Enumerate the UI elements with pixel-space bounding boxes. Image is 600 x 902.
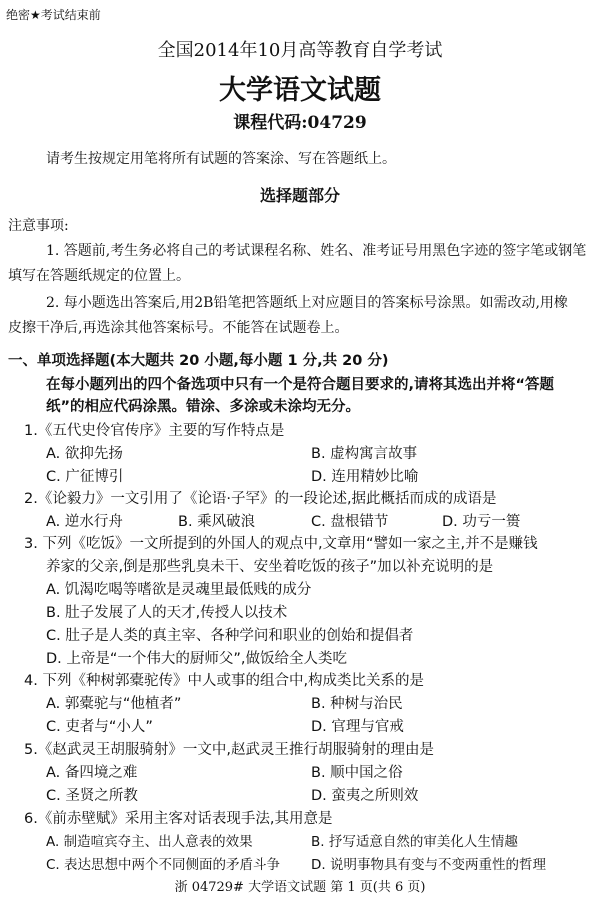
star-icon: ★: [30, 8, 41, 22]
page-footer: 浙 04729# 大学语文试题 第 1 页(共 6 页): [174, 880, 426, 895]
question-6-option-c: C. 表达思想中两个不同侧面的矛盾斗争: [46, 857, 281, 873]
question-3-option-d: D. 上帝是“一个伟大的厨师父”,做饭给全人类吃: [46, 651, 348, 667]
question-5-option-b: B. 顺中国之俗: [311, 765, 403, 781]
notice-item2-line2: 皮擦干净后,再选涂其他答案标号。不能答在试题卷上。: [8, 320, 349, 336]
part1-heading: 一、单项选择题(本大题共 20 小题,每小题 1 分,共 20 分): [8, 353, 389, 369]
section-title: 选择题部分: [259, 186, 340, 205]
question-4-option-a: A. 郭橐驼与“他植者”: [46, 696, 182, 712]
question-4-stem: 4. 下列《种树郭橐驼传》中人或事的组合中,构成类比关系的是: [24, 673, 425, 689]
notice-item1-line1: 1. 答题前,考生务必将自己的考试课程名称、姓名、准考证号用黑色字迹的签字笔或钢笔: [46, 243, 587, 259]
secret-prefix: 绝密: [6, 8, 31, 22]
question-3-option-a: A. 饥渴吃喝等嗜欲是灵魂里最低贱的成分: [46, 582, 312, 598]
question-5-option-c: C. 圣贤之所教: [46, 788, 138, 804]
notice-item2-line1: 2. 每小题选出答案后,用2B铅笔把答题纸上对应题目的答案标号涂黑。如需改动,用橡: [46, 295, 568, 311]
notice-item1-line2: 填写在答题纸规定的位置上。: [8, 268, 190, 284]
question-2-option-d: D. 功亏一篑: [442, 514, 521, 530]
part1-instruction-line1: 在每小题列出的四个备选项中只有一个是符合题目要求的,请将其选出并将“答题: [46, 377, 555, 393]
question-1-stem: 1.《五代史伶官传序》主要的写作特点是: [24, 423, 285, 439]
question-1-option-c: C. 广征博引: [46, 469, 124, 485]
question-5-option-a: A. 备四境之难: [46, 765, 138, 781]
question-1-option-b: B. 虚构寓言故事: [311, 446, 418, 462]
subject-title: 大学语文试题: [219, 75, 381, 106]
question-6-option-d: D. 说明事物具有变与不变两重性的哲理: [311, 857, 546, 873]
question-3-option-c: C. 肚子是人类的真主宰、各种学问和职业的创始和提倡者: [46, 628, 414, 644]
secret-suffix: 考试结束前: [40, 8, 101, 22]
part1-instruction-line2: 纸”的相应代码涂黑。错涂、多涂或未涂均无分。: [46, 399, 361, 415]
confidential-marker: [6, 6, 101, 23]
question-3-stem-line2: 养家的父亲,倒是那些乳臭未干、安坐着吃饭的孩子”加以补充说明的是: [46, 559, 494, 575]
notice-heading: 注意事项:: [8, 218, 69, 234]
question-1-option-d: D. 连用精妙比喻: [311, 469, 419, 485]
intro-note: 请考生按规定用笔将所有试题的答案涂、写在答题纸上。: [46, 151, 396, 167]
course-code: 课程代码:04729: [233, 113, 367, 133]
question-3-stem-line1: 3. 下列《吃饭》一文所提到的外国人的观点中,文章用“譬如一家之主,并不是赚钱: [24, 536, 538, 552]
question-2-option-b: B. 乘风破浪: [178, 514, 256, 530]
question-5-option-d: D. 蛮夷之所则效: [311, 788, 419, 804]
exam-title: 全国2014年10月高等教育自学考试: [157, 40, 443, 61]
question-6-option-a: A. 制造喧宾夺主、出人意表的效果: [46, 834, 253, 850]
question-2-option-c: C. 盘根错节: [311, 514, 389, 530]
question-6-option-b: B. 抒写适意自然的审美化人生情趣: [311, 834, 518, 850]
question-4-option-c: C. 吏者与“小人”: [46, 719, 153, 735]
question-2-stem: 2.《论毅力》一文引用了《论语·子罕》的一段论述,据此概括而成的成语是: [24, 491, 497, 507]
question-6-stem: 6.《前赤壁赋》采用主客对话表现手法,其用意是: [24, 811, 333, 827]
question-2-option-a: A. 逆水行舟: [46, 514, 123, 530]
question-5-stem: 5.《赵武灵王胡服骑射》一文中,赵武灵王推行胡服骑射的理由是: [24, 742, 434, 758]
question-4-option-b: B. 种树与治民: [311, 696, 403, 712]
question-3-option-b: B. 肚子发展了人的天才,传授人以技术: [46, 605, 288, 621]
question-1-option-a: A. 欲抑先扬: [46, 446, 123, 462]
question-4-option-d: D. 官理与官戒: [311, 719, 404, 735]
